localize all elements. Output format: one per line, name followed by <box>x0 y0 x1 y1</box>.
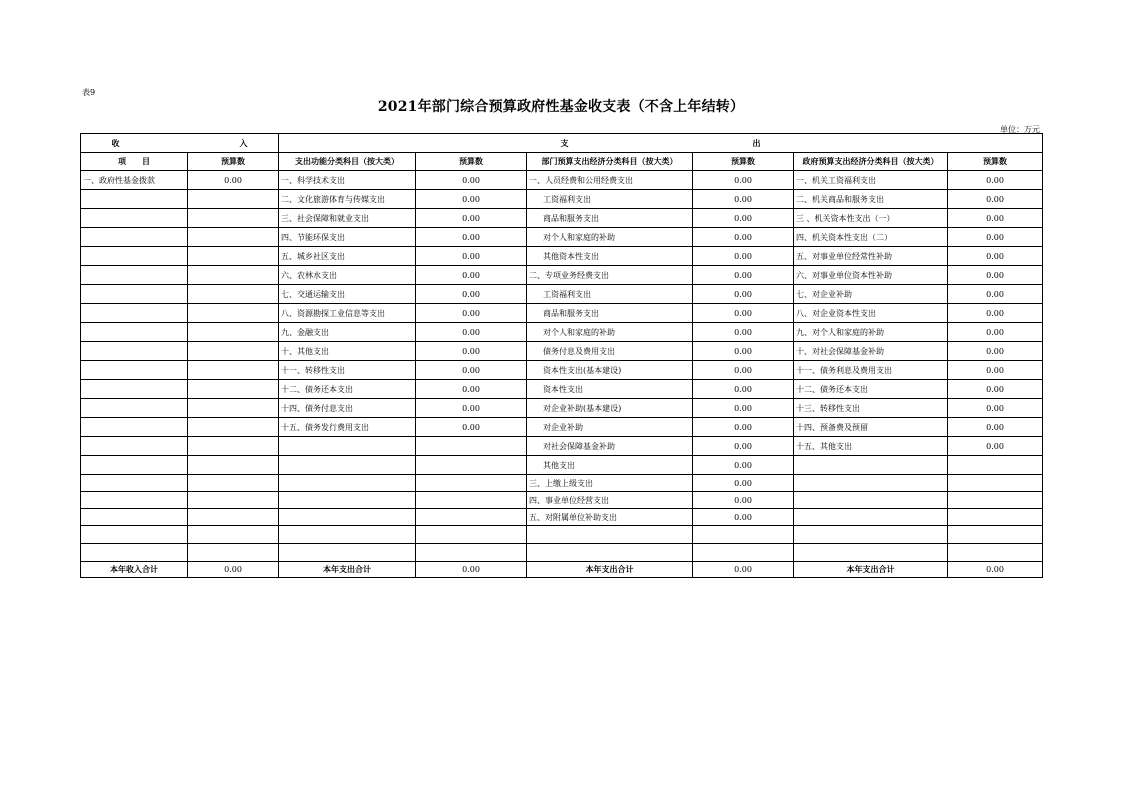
income-value-cell <box>188 492 279 509</box>
income-item-cell: 一、政府性基金拨款 <box>81 171 188 190</box>
func-category-cell: 二、文化旅游体育与传媒支出 <box>279 190 416 209</box>
income-item-cell <box>81 190 188 209</box>
col-header-budget: 预算数 <box>416 153 527 171</box>
gov-econ-category-cell: 八、对企业资本性支出 <box>794 304 948 323</box>
income-item-cell <box>81 380 188 399</box>
table-row <box>81 418 1043 437</box>
dept-econ-category-cell: 资本性支出 <box>527 380 693 399</box>
dept-econ-category-cell: 商品和服务支出 <box>527 209 693 228</box>
gov-econ-category-cell: 三 、机关资本性支出（一） <box>794 209 948 228</box>
income-item-cell <box>81 526 188 544</box>
gov-econ-value-cell: 0.00 <box>948 380 1043 399</box>
dept-econ-category-cell: 对企业补助(基本建设) <box>527 399 693 418</box>
table-row <box>81 526 1043 544</box>
income-item-cell <box>81 399 188 418</box>
dept-econ-value-cell: 0.00 <box>693 190 794 209</box>
func-value-cell <box>416 544 527 562</box>
table-row <box>81 323 1043 342</box>
func-category-cell <box>279 544 416 562</box>
total-income-label: 本年收入合计 <box>81 562 188 578</box>
gov-econ-category-cell: 二、机关商品和服务支出 <box>794 190 948 209</box>
dept-econ-value-cell: 0.00 <box>693 247 794 266</box>
table-row <box>81 171 1043 190</box>
col-header-budget: 预算数 <box>188 153 279 171</box>
income-item-cell <box>81 492 188 509</box>
gov-econ-category-cell: 七、对企业补助 <box>794 285 948 304</box>
income-item-cell <box>81 266 188 285</box>
func-category-cell: 十五、债务发行费用支出 <box>279 418 416 437</box>
income-value-cell <box>188 437 279 456</box>
dept-econ-category-cell: 对企业补助 <box>527 418 693 437</box>
dept-econ-value-cell: 0.00 <box>693 228 794 247</box>
gov-econ-value-cell: 0.00 <box>948 418 1043 437</box>
income-item-cell <box>81 247 188 266</box>
income-value-cell <box>188 380 279 399</box>
gov-econ-category-cell: 四、机关资本性支出（二） <box>794 228 948 247</box>
gov-econ-category-cell: 十二、债务还本支出 <box>794 380 948 399</box>
func-value-cell: 0.00 <box>416 361 527 380</box>
gov-econ-value-cell <box>948 456 1043 475</box>
func-category-cell: 八、资源勘探工业信息等支出 <box>279 304 416 323</box>
income-value-cell <box>188 323 279 342</box>
income-item-cell <box>81 285 188 304</box>
income-value-cell <box>188 190 279 209</box>
dept-econ-category-cell: 三、上缴上级支出 <box>527 475 693 492</box>
totals-row <box>81 562 1043 578</box>
func-category-cell <box>279 492 416 509</box>
func-value-cell: 0.00 <box>416 323 527 342</box>
dept-econ-value-cell <box>693 526 794 544</box>
gov-econ-category-cell: 十三、转移性支出 <box>794 399 948 418</box>
table-row <box>81 247 1043 266</box>
income-item-cell <box>81 342 188 361</box>
table-row <box>81 399 1043 418</box>
income-value-cell <box>188 228 279 247</box>
total-func-label: 本年支出合计 <box>279 562 416 578</box>
func-category-cell: 十、其他支出 <box>279 342 416 361</box>
income-value-cell <box>188 456 279 475</box>
dept-econ-value-cell: 0.00 <box>693 266 794 285</box>
dept-econ-category-cell: 工资福利支出 <box>527 285 693 304</box>
table-row <box>81 456 1043 475</box>
gov-econ-category-cell: 十一、债务利息及费用支出 <box>794 361 948 380</box>
func-value-cell: 0.00 <box>416 171 527 190</box>
gov-econ-category-cell <box>794 544 948 562</box>
func-value-cell: 0.00 <box>416 399 527 418</box>
dept-econ-value-cell: 0.00 <box>693 437 794 456</box>
col-header-item: 项 目 <box>81 153 188 171</box>
income-item-cell <box>81 418 188 437</box>
dept-econ-value-cell: 0.00 <box>693 209 794 228</box>
dept-econ-value-cell: 0.00 <box>693 380 794 399</box>
table-row <box>81 380 1043 399</box>
gov-econ-value-cell: 0.00 <box>948 399 1043 418</box>
income-value-cell <box>188 509 279 526</box>
gov-econ-value-cell: 0.00 <box>948 266 1043 285</box>
gov-econ-category-cell: 十、对社会保障基金补助 <box>794 342 948 361</box>
gov-econ-value-cell: 0.00 <box>948 228 1043 247</box>
dept-econ-value-cell: 0.00 <box>693 342 794 361</box>
func-value-cell: 0.00 <box>416 342 527 361</box>
total-income-value: 0.00 <box>188 562 279 578</box>
gov-econ-value-cell: 0.00 <box>948 171 1043 190</box>
income-value-cell <box>188 399 279 418</box>
table-row <box>81 266 1043 285</box>
income-item-cell <box>81 323 188 342</box>
func-value-cell <box>416 475 527 492</box>
dept-econ-value-cell: 0.00 <box>693 418 794 437</box>
income-header: 收 入 <box>81 134 279 153</box>
dept-econ-value-cell <box>693 544 794 562</box>
func-value-cell: 0.00 <box>416 209 527 228</box>
func-category-cell: 十四、债务付息支出 <box>279 399 416 418</box>
income-item-cell <box>81 475 188 492</box>
income-item-cell <box>81 228 188 247</box>
col-header-dept-econ: 部门预算支出经济分类科目（按大类） <box>527 153 693 171</box>
col-header-gov-econ: 政府预算支出经济分类科目（按大类） <box>794 153 948 171</box>
gov-econ-category-cell <box>794 475 948 492</box>
gov-econ-value-cell: 0.00 <box>948 361 1043 380</box>
total-dept-label: 本年支出合计 <box>527 562 693 578</box>
income-item-cell <box>81 509 188 526</box>
gov-econ-value-cell: 0.00 <box>948 304 1043 323</box>
dept-econ-value-cell: 0.00 <box>693 323 794 342</box>
func-value-cell <box>416 492 527 509</box>
income-item-cell <box>81 437 188 456</box>
gov-econ-category-cell <box>794 456 948 475</box>
gov-econ-category-cell: 一、机关工资福利支出 <box>794 171 948 190</box>
func-category-cell <box>279 456 416 475</box>
income-item-cell <box>81 456 188 475</box>
income-value-cell <box>188 475 279 492</box>
func-value-cell: 0.00 <box>416 228 527 247</box>
gov-econ-value-cell: 0.00 <box>948 247 1043 266</box>
gov-econ-value-cell <box>948 475 1043 492</box>
dept-econ-value-cell: 0.00 <box>693 304 794 323</box>
total-gov-label: 本年支出合计 <box>794 562 948 578</box>
dept-econ-category-cell: 对个人和家庭的补助 <box>527 323 693 342</box>
dept-econ-value-cell: 0.00 <box>693 399 794 418</box>
func-value-cell: 0.00 <box>416 247 527 266</box>
func-category-cell: 十一、转移性支出 <box>279 361 416 380</box>
dept-econ-category-cell: 其他支出 <box>527 456 693 475</box>
dept-econ-category-cell: 对社会保障基金补助 <box>527 437 693 456</box>
func-value-cell <box>416 437 527 456</box>
table-row <box>81 304 1043 323</box>
header-row-top <box>81 134 1043 153</box>
func-category-cell <box>279 437 416 456</box>
col-header-budget: 预算数 <box>693 153 794 171</box>
func-category-cell <box>279 509 416 526</box>
func-category-cell: 五、城乡社区支出 <box>279 247 416 266</box>
income-value-cell <box>188 544 279 562</box>
income-item-cell <box>81 209 188 228</box>
income-item-cell <box>81 361 188 380</box>
gov-econ-category-cell <box>794 492 948 509</box>
table-row <box>81 509 1043 526</box>
table-code: 表9 <box>82 88 96 97</box>
func-value-cell <box>416 526 527 544</box>
income-value-cell <box>188 304 279 323</box>
func-value-cell: 0.00 <box>416 380 527 399</box>
dept-econ-category-cell: 四、事业单位经营支出 <box>527 492 693 509</box>
unit-label: 单位：万元 <box>1000 125 1040 134</box>
income-value-cell <box>188 266 279 285</box>
dept-econ-value-cell: 0.00 <box>693 361 794 380</box>
income-item-cell <box>81 304 188 323</box>
income-value-cell <box>188 247 279 266</box>
income-value-cell <box>188 209 279 228</box>
func-category-cell: 四、节能环保支出 <box>279 228 416 247</box>
func-category-cell <box>279 526 416 544</box>
income-value-cell <box>188 342 279 361</box>
gov-econ-value-cell <box>948 509 1043 526</box>
func-category-cell: 三、社会保障和就业支出 <box>279 209 416 228</box>
gov-econ-value-cell <box>948 526 1043 544</box>
budget-table <box>80 133 1043 578</box>
dept-econ-category-cell: 商品和服务支出 <box>527 304 693 323</box>
table-row <box>81 437 1043 456</box>
col-header-func: 支出功能分类科目（按大类） <box>279 153 416 171</box>
func-value-cell <box>416 509 527 526</box>
income-value-cell: 0.00 <box>188 171 279 190</box>
gov-econ-category-cell <box>794 509 948 526</box>
func-category-cell: 一、科学技术支出 <box>279 171 416 190</box>
func-category-cell <box>279 475 416 492</box>
total-func-value: 0.00 <box>416 562 527 578</box>
table-row <box>81 228 1043 247</box>
func-value-cell: 0.00 <box>416 285 527 304</box>
gov-econ-category-cell: 五、对事业单位经常性补助 <box>794 247 948 266</box>
gov-econ-category-cell <box>794 526 948 544</box>
dept-econ-category-cell: 其他资本性支出 <box>527 247 693 266</box>
func-category-cell: 十二、债务还本支出 <box>279 380 416 399</box>
table-row <box>81 209 1043 228</box>
header-row-columns <box>81 153 1043 171</box>
dept-econ-category-cell: 债务付息及费用支出 <box>527 342 693 361</box>
gov-econ-category-cell: 九、对个人和家庭的补助 <box>794 323 948 342</box>
func-value-cell: 0.00 <box>416 304 527 323</box>
income-value-cell <box>188 285 279 304</box>
income-value-cell <box>188 361 279 380</box>
dept-econ-category-cell <box>527 544 693 562</box>
page-title: 2021年部门综合预算政府性基金收支表（不含上年结转） <box>377 99 745 115</box>
gov-econ-category-cell: 十五、其他支出 <box>794 437 948 456</box>
income-item-cell <box>81 544 188 562</box>
func-value-cell: 0.00 <box>416 418 527 437</box>
func-category-cell: 九、金融支出 <box>279 323 416 342</box>
func-category-cell: 七、交通运输支出 <box>279 285 416 304</box>
income-value-cell <box>188 418 279 437</box>
dept-econ-value-cell: 0.00 <box>693 285 794 304</box>
gov-econ-value-cell: 0.00 <box>948 437 1043 456</box>
dept-econ-category-cell: 二、专项业务经费支出 <box>527 266 693 285</box>
dept-econ-value-cell: 0.00 <box>693 475 794 492</box>
dept-econ-value-cell: 0.00 <box>693 509 794 526</box>
expense-header: 支 出 <box>279 134 1043 153</box>
dept-econ-category-cell: 资本性支出(基本建设) <box>527 361 693 380</box>
table-row <box>81 361 1043 380</box>
income-value-cell <box>188 526 279 544</box>
gov-econ-value-cell <box>948 492 1043 509</box>
func-category-cell: 六、农林水支出 <box>279 266 416 285</box>
table-row <box>81 190 1043 209</box>
dept-econ-category-cell: 工资福利支出 <box>527 190 693 209</box>
gov-econ-value-cell <box>948 544 1043 562</box>
gov-econ-category-cell: 十四、预备费及预留 <box>794 418 948 437</box>
gov-econ-value-cell: 0.00 <box>948 190 1043 209</box>
table-row <box>81 285 1043 304</box>
table-row <box>81 342 1043 361</box>
gov-econ-value-cell: 0.00 <box>948 323 1043 342</box>
func-value-cell <box>416 456 527 475</box>
gov-econ-value-cell: 0.00 <box>948 285 1043 304</box>
func-value-cell: 0.00 <box>416 266 527 285</box>
table-row <box>81 544 1043 562</box>
col-header-budget: 预算数 <box>948 153 1043 171</box>
gov-econ-value-cell: 0.00 <box>948 342 1043 361</box>
dept-econ-category-cell <box>527 526 693 544</box>
table-row <box>81 475 1043 492</box>
total-dept-value: 0.00 <box>693 562 794 578</box>
func-value-cell: 0.00 <box>416 190 527 209</box>
dept-econ-category-cell: 对个人和家庭的补助 <box>527 228 693 247</box>
gov-econ-value-cell: 0.00 <box>948 209 1043 228</box>
dept-econ-category-cell: 五、对附属单位补助支出 <box>527 509 693 526</box>
gov-econ-category-cell: 六、对事业单位资本性补助 <box>794 266 948 285</box>
dept-econ-value-cell: 0.00 <box>693 492 794 509</box>
table-row <box>81 492 1043 509</box>
dept-econ-category-cell: 一、人员经费和公用经费支出 <box>527 171 693 190</box>
total-gov-value: 0.00 <box>948 562 1043 578</box>
dept-econ-value-cell: 0.00 <box>693 456 794 475</box>
dept-econ-value-cell: 0.00 <box>693 171 794 190</box>
